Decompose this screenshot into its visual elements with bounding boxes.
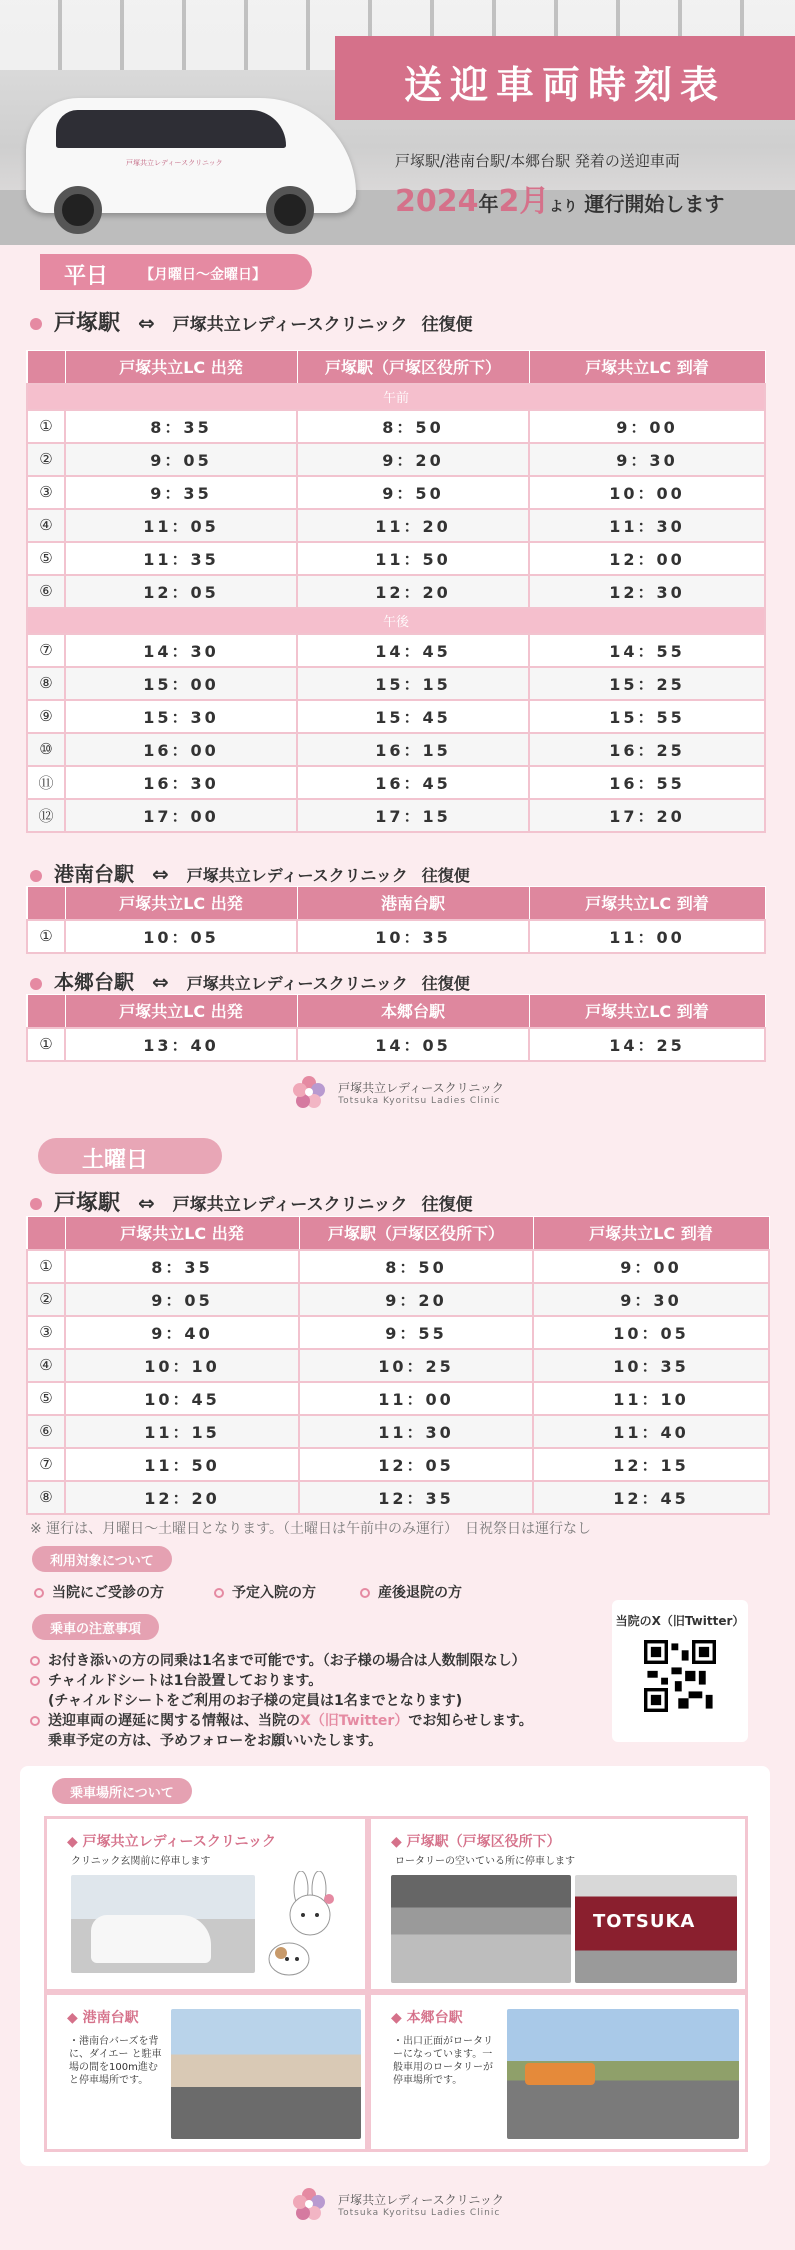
weekday-hongodai-table (26, 994, 766, 1062)
header-cell: 戸塚共立LC 出発 (65, 1217, 299, 1250)
time-cell: 9：20 (299, 1283, 533, 1316)
time-cell: 17：20 (529, 799, 765, 832)
table-row (27, 1283, 769, 1316)
time-cell: 10：35 (533, 1349, 769, 1382)
bullet-dot (30, 318, 42, 330)
time-cell: 8：35 (65, 1250, 299, 1283)
bullet-dot (30, 978, 42, 990)
time-cell: 9：00 (533, 1250, 769, 1283)
twitter-qr-box[interactable] (612, 1600, 748, 1742)
time-cell: 15：00 (65, 667, 297, 700)
time-cell: 15：30 (65, 700, 297, 733)
rabbit-mascot-icon (267, 1871, 351, 1979)
hero-start-date: 2024年2月より 運行開始します (395, 184, 725, 219)
row-number: ⑩ (27, 733, 65, 766)
time-cell: 16：55 (529, 766, 765, 799)
row-number: ① (27, 1028, 65, 1061)
time-cell: 11：05 (65, 509, 297, 542)
header-cell: 戸塚駅（戸塚区役所下） (297, 351, 529, 384)
bullet-dot (30, 1198, 42, 1210)
row-number: ④ (27, 1349, 65, 1382)
header-cell (27, 995, 65, 1028)
table-row (27, 1349, 769, 1382)
time-cell: 11：35 (65, 542, 297, 575)
row-number: ⑥ (27, 1415, 65, 1448)
time-cell: 16：00 (65, 733, 297, 766)
konandai-photo (171, 2009, 361, 2139)
bullet-dot (30, 870, 42, 882)
table-row (27, 476, 765, 509)
row-number: ③ (27, 476, 65, 509)
rule-2: チャイルドシートは1台設置しております。 (30, 1670, 322, 1690)
row-number: ① (27, 920, 65, 953)
table-header-row (27, 995, 765, 1028)
time-cell: 14：55 (529, 634, 765, 667)
time-cell: 12：15 (533, 1448, 769, 1481)
header-cell (27, 887, 65, 920)
table-row (27, 1415, 769, 1448)
header-cell: 戸塚共立LC 到着 (529, 351, 765, 384)
time-cell: 9：05 (65, 1283, 299, 1316)
time-cell: 10：25 (299, 1349, 533, 1382)
table-row (27, 634, 765, 667)
table-header-row (27, 1217, 769, 1250)
time-cell: 14：30 (65, 634, 297, 667)
qr-code-icon[interactable] (644, 1640, 716, 1712)
header-cell: 港南台駅 (297, 887, 529, 920)
header-cell (27, 351, 65, 384)
time-cell: 11：30 (299, 1415, 533, 1448)
table-header-row (27, 887, 765, 920)
table-row (27, 1481, 769, 1514)
time-cell: 16：25 (529, 733, 765, 766)
row-number: ⑤ (27, 542, 65, 575)
time-cell: 9：05 (65, 443, 297, 476)
header-cell (27, 1217, 65, 1250)
target-item: 予定入院の方 (214, 1582, 316, 1602)
time-cell: 15：15 (297, 667, 529, 700)
rules-tag: 乗車の注意事項 (32, 1614, 159, 1640)
time-cell: 11：50 (297, 542, 529, 575)
pickup-hongodai: ◆ 本郷台駅 ・出口正面がロータリーになっています。一般車用のロータリーが停車場所です。 (368, 1992, 748, 2152)
row-number: ⑤ (27, 1382, 65, 1415)
time-cell: 12：35 (299, 1481, 533, 1514)
table-row (27, 410, 765, 443)
time-cell: 15：55 (529, 700, 765, 733)
table-row (27, 766, 765, 799)
hero-title-box (335, 36, 795, 120)
table-row (27, 1250, 769, 1283)
table-row (27, 1448, 769, 1481)
time-cell: 9：50 (297, 476, 529, 509)
pm-separator: 午後 (27, 608, 765, 634)
weekday-konandai-table (26, 886, 766, 954)
hongodai-rows (27, 1028, 765, 1061)
pickup-clinic: ◆ 戸塚共立レディースクリニック クリニック玄関前に停車します (44, 1816, 368, 1992)
row-number: ⑨ (27, 700, 65, 733)
time-cell: 9：20 (297, 443, 529, 476)
weekday-banner: 平日 【月曜日〜金曜日】 (40, 254, 312, 290)
time-cell: 15：25 (529, 667, 765, 700)
time-cell: 12：30 (529, 575, 765, 608)
weekday-totsuka-table (26, 350, 766, 833)
table-row (27, 799, 765, 832)
clinic-photo (71, 1875, 255, 1973)
clinic-logo: 戸塚共立レディースクリニック Totsuka Kyoritsu Ladies Clinic (0, 1074, 795, 1110)
time-cell: 13：40 (65, 1028, 297, 1061)
time-cell: 11：10 (533, 1382, 769, 1415)
saturday-totsuka-route: 戸塚駅 ⇔ 戸塚共立レディースクリニック 往復便 (30, 1186, 473, 1217)
time-cell: 12：05 (65, 575, 297, 608)
rule-5: 乗車予定の方は、予めフォローをお願いいたします。 (48, 1733, 383, 1749)
flower-logo-icon (291, 2186, 327, 2222)
time-cell: 11：30 (529, 509, 765, 542)
van-image (26, 88, 356, 238)
time-cell: 11：00 (529, 920, 765, 953)
time-cell: 15：45 (297, 700, 529, 733)
qr-label: 当院のX（旧Twitter） (615, 1614, 745, 1628)
time-cell: 8：35 (65, 410, 297, 443)
target-item: 当院にご受診の方 (34, 1582, 164, 1602)
time-cell: 10：45 (65, 1382, 299, 1415)
row-number: ① (27, 410, 65, 443)
header-cell: 戸塚共立LC 到着 (529, 995, 765, 1028)
time-cell: 9：35 (65, 476, 297, 509)
table-row (27, 1028, 765, 1061)
weekday-totsuka-route: 戸塚駅 ⇔ 戸塚共立レディースクリニック 往復便 (30, 306, 473, 337)
row-number: ⑧ (27, 667, 65, 700)
pickup-tag: 乗車場所について (52, 1778, 192, 1804)
table-row (27, 733, 765, 766)
time-cell: 11：20 (297, 509, 529, 542)
table-header-row (27, 351, 765, 384)
clinic-logo-footer: 戸塚共立レディースクリニック Totsuka Kyoritsu Ladies Clinic (0, 2186, 795, 2222)
target-item: 産後退院の方 (360, 1582, 462, 1602)
row-number: ⑦ (27, 1448, 65, 1481)
time-cell: 14：25 (529, 1028, 765, 1061)
row-number: ④ (27, 509, 65, 542)
time-cell: 9：55 (299, 1316, 533, 1349)
rule-4: 送迎車両の遅延に関する情報は、当院のX（旧Twitter）でお知らせします。 (30, 1710, 533, 1730)
weekday-hongodai-route: 本郷台駅 ⇔ 戸塚共立レディースクリニック 往復便 (30, 966, 470, 995)
time-cell: 11：15 (65, 1415, 299, 1448)
am-separator: 午前 (27, 384, 765, 410)
saturday-totsuka-table (26, 1216, 770, 1515)
time-cell: 16：30 (65, 766, 297, 799)
operation-note: ※ 運行は、月曜日〜土曜日となります。（土曜日は午前中のみ運行） 日祝祭日は運行なし (30, 1521, 592, 1537)
time-cell: 12：20 (297, 575, 529, 608)
table-row (27, 575, 765, 608)
time-cell: 10：00 (529, 476, 765, 509)
row-number: ② (27, 443, 65, 476)
pickup-konandai: ◆ 港南台駅 ・港南台バーズを背に、ダイエー と駐車場の間を100m進むと停車場所です。 (44, 1992, 368, 2152)
row-number: ⑪ (27, 766, 65, 799)
totsuka-photo-building: TOTSUKA (575, 1875, 737, 1983)
time-cell: 12：20 (65, 1481, 299, 1514)
header-cell: 戸塚共立LC 出発 (65, 995, 297, 1028)
weekday-konandai-route: 港南台駅 ⇔ 戸塚共立レディースクリニック 往復便 (30, 858, 470, 887)
header-cell: 戸塚駅（戸塚区役所下） (299, 1217, 533, 1250)
saturday-banner: 土曜日 (38, 1138, 222, 1174)
row-number: ③ (27, 1316, 65, 1349)
time-cell: 9：30 (533, 1283, 769, 1316)
header-cell: 戸塚共立LC 到着 (533, 1217, 769, 1250)
time-cell: 10：05 (533, 1316, 769, 1349)
time-cell: 16：15 (297, 733, 529, 766)
hero (0, 0, 795, 245)
flower-logo-icon (291, 1074, 327, 1110)
saturday-rows (27, 1250, 769, 1514)
row-number: ⑫ (27, 799, 65, 832)
time-cell: 10：10 (65, 1349, 299, 1382)
table-row (27, 1316, 769, 1349)
row-number: ⑧ (27, 1481, 65, 1514)
time-cell: 8：50 (299, 1250, 533, 1283)
time-cell: 17：15 (297, 799, 529, 832)
time-cell: 12：45 (533, 1481, 769, 1514)
totsuka-photo-rotary (391, 1875, 571, 1983)
time-cell: 16：45 (297, 766, 529, 799)
time-cell: 12：00 (529, 542, 765, 575)
time-cell: 14：05 (297, 1028, 529, 1061)
table-row (27, 542, 765, 575)
header-cell: 戸塚共立LC 出発 (65, 351, 297, 384)
time-cell: 9：40 (65, 1316, 299, 1349)
table-row (27, 1382, 769, 1415)
time-cell: 12：05 (299, 1448, 533, 1481)
hero-subtitle: 戸塚駅/港南台駅/本郷台駅 発着の送迎車両 (395, 152, 680, 170)
time-cell: 17：00 (65, 799, 297, 832)
header-cell: 戸塚共立LC 出発 (65, 887, 297, 920)
page-title: 送迎車両時刻表 (403, 63, 726, 107)
time-cell: 11：50 (65, 1448, 299, 1481)
pickup-section (20, 1766, 770, 2166)
row-number: ② (27, 1283, 65, 1316)
table-row (27, 509, 765, 542)
rule-3: (チャイルドシートをご利用のお子様の定員は1名までとなります) (48, 1693, 463, 1709)
row-number: ⑦ (27, 634, 65, 667)
pickup-totsuka: ◆ 戸塚駅（戸塚区役所下） ロータリーの空いている所に停車します TOTSUKA (368, 1816, 748, 1992)
row-number: ⑥ (27, 575, 65, 608)
time-cell: 9：00 (529, 410, 765, 443)
header-cell: 本郷台駅 (297, 995, 529, 1028)
table-row (27, 920, 765, 953)
van-logo-text: 戸塚共立レディースクリニック (126, 159, 223, 167)
row-number: ① (27, 1250, 65, 1283)
time-cell: 11：40 (533, 1415, 769, 1448)
konandai-rows (27, 920, 765, 953)
table-row (27, 700, 765, 733)
table-row (27, 443, 765, 476)
header-cell: 戸塚共立LC 到着 (529, 887, 765, 920)
time-cell: 10：35 (297, 920, 529, 953)
rule-1: お付き添いの方の同乗は1名まで可能です。（お子様の場合は人数制限なし） (30, 1650, 526, 1670)
target-tag: 利用対象について (32, 1546, 172, 1572)
time-cell: 8：50 (297, 410, 529, 443)
time-cell: 10：05 (65, 920, 297, 953)
hongodai-photo (507, 2009, 739, 2139)
time-cell: 9：30 (529, 443, 765, 476)
time-cell: 11：00 (299, 1382, 533, 1415)
table-row (27, 667, 765, 700)
time-cell: 14：45 (297, 634, 529, 667)
